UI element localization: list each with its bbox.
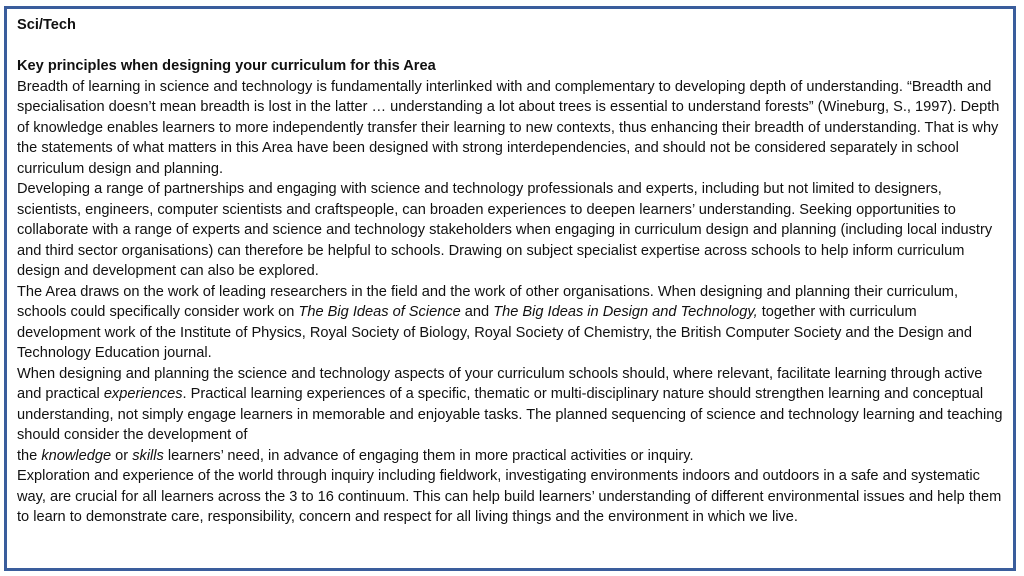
p4-text-d: or xyxy=(111,447,133,464)
document-frame xyxy=(4,6,1016,571)
paragraph-researchers xyxy=(17,282,1003,364)
paragraph-practical xyxy=(17,364,1003,467)
p4-text-c: the xyxy=(17,447,42,464)
p3-text-b: and xyxy=(460,304,494,320)
p4-text-e: learners’ need, in advance of engaging them in more practical activities or inquiry. xyxy=(163,447,694,464)
skills-emphasis: skills xyxy=(132,447,164,464)
knowledge-emphasis: knowledge xyxy=(41,447,112,464)
page-heading: Key principles when designing your curriculum for this Area xyxy=(17,58,436,74)
section-label: Sci/Tech xyxy=(17,17,76,33)
experiences-emphasis: experiences xyxy=(103,386,183,402)
big-ideas-science-title: The Big Ideas of Science xyxy=(298,304,461,320)
paragraph-breadth: Breadth of learning in science and technology is fundamentally interlinked with and complementary to developing depth of understanding. “Breadth and specialisation doesn’t mean breadth is lost in the latter … understanding a lot about trees is essential to understand forests” (Wineburg, S., 1997). Depth of knowledge enables learners to more independently transfer their learning to new contexts, thus enhancing their breadth of understanding. That is why the statements of what matters in this Area have been designed with strong interdependencies, and should not be considered separately in school curriculum design and planning. xyxy=(17,78,1000,177)
big-ideas-design-title: The Big Ideas in Design and Technology, xyxy=(493,304,758,320)
paragraph-partnerships: Developing a range of partnerships and engaging with science and technology professionals and experts, including but not limited to designers, scientists, engineers, computer scientists and craftspeople, can broaden experiences to deepen learners’ understanding. Seeking opportunities to collaborate with a range of experts and science and technology stakeholders when engaging in curriculum design and planning (including local industry and third sector organisations) can therefore be helpful to schools. Drawing on subject specialist expertise across schools to help inform curriculum design and development can also be explored. xyxy=(17,181,993,279)
p4-text-a: When designing and planning the science and technology aspects of your curriculum schools should, where relevant, facilitate learning through active and practical xyxy=(17,365,983,402)
spacer xyxy=(17,36,1003,57)
p3-text-a: The Area draws on the work of leading researchers in the field and the work of other organisations. When designing and planning their curriculum, schools could specifically consider work on xyxy=(17,283,959,320)
paragraph-exploration: Exploration and experience of the world through inquiry including fieldwork, investigating environments indoors and outdoors in a safe and systematic way, are crucial for all learners across the 3 to 16 continuum. This can help build learners’ understanding of different environmental issues and help them to learn to demonstrate care, responsibility, concern and respect for all living things and the environment in which we live. xyxy=(17,468,1002,525)
p3-text-c: together with curriculum development work of the Institute of Physics, Royal Society of Biology, Royal Society of Chemistry, the British Computer Society and the Design and Technology Education journal. xyxy=(17,304,972,361)
p4-text-b: . Practical learning experiences of a specific, thematic or multi-disciplinary nature should strengthen learning and conceptual understanding, not simply engage learners in memorable and enjoyable tasks. The planned sequencing of science and technology learning and teaching should consider the development of xyxy=(17,386,1003,443)
